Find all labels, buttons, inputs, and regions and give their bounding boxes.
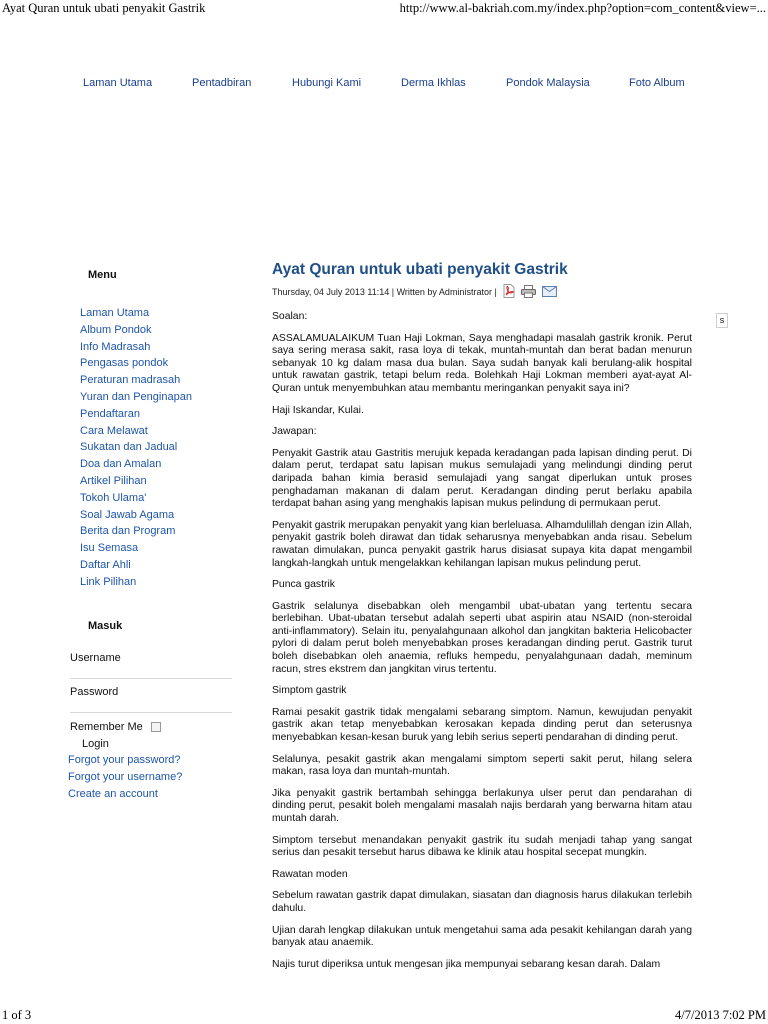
article-title: Ayat Quran untuk ubati penyakit Gastrik bbox=[272, 261, 568, 278]
article-subheading: Simptom gastrik bbox=[272, 685, 347, 697]
article-paragraph: Jika penyakit gastrik bertambah sehingga berlakunya ulser perut dan pendarahan di dinding perut, pesakit boleh mengalami masalah najis berdarah yang berwarna hitam atau muntah darah. bbox=[272, 787, 692, 824]
article-paragraph: Soalan: bbox=[272, 311, 308, 322]
page-number: 1 of 3 bbox=[2, 1008, 32, 1022]
top-navigation bbox=[0, 77, 768, 93]
sidebar-menu-title: Menu bbox=[88, 269, 117, 281]
nav-hubungi-kami[interactable]: Hubungi Kami bbox=[292, 77, 362, 89]
password-input[interactable] bbox=[70, 700, 232, 713]
print-header-url: http://www.al-bakriah.com.my/index.php?option=com_content&view=... bbox=[399, 1, 766, 15]
article-paragraph: Jawapan: bbox=[272, 426, 317, 438]
nav-derma-ikhlas[interactable]: Derma Ikhlas bbox=[401, 77, 466, 89]
nav-laman-utama[interactable]: Laman Utama bbox=[83, 77, 153, 89]
login-title: Masuk bbox=[88, 620, 123, 632]
sidebar-item-tokoh-ulama[interactable]: Tokoh Ulama' bbox=[80, 491, 147, 504]
sidebar-item-soal-jawab-agama[interactable]: Soal Jawab Agama bbox=[80, 508, 175, 521]
article-subheading: Punca gastrik bbox=[272, 579, 335, 591]
article-paragraph: Haji Iskandar, Kulai. bbox=[272, 404, 364, 416]
article bbox=[272, 260, 692, 980]
remember-me-checkbox[interactable] bbox=[151, 722, 161, 732]
email-icon[interactable] bbox=[542, 286, 557, 299]
remember-me-label: Remember Me bbox=[70, 721, 143, 733]
article-paragraph: Simptom tersebut menandakan penyakit gastrik itu sudah menjadi tahap yang sangat serius dan pesakit tersebut harus dibawa ke klinik atau hospital secepat mungkin. bbox=[272, 834, 692, 859]
sidebar-item-info-madrasah[interactable]: Info Madrasah bbox=[80, 340, 151, 353]
print-icon[interactable] bbox=[521, 285, 536, 300]
forgot-username-link[interactable]: Forgot your username? bbox=[68, 770, 183, 783]
forgot-password-link[interactable]: Forgot your password? bbox=[68, 754, 181, 766]
article-paragraph: Selalunya, pesakit gastrik akan mengalami simptom seperti sakit perut, hilang selera makan, rasa loya dan muntah-muntah. bbox=[272, 753, 692, 778]
sidebar-item-link-pilihan[interactable]: Link Pilihan bbox=[80, 575, 137, 588]
print-footer bbox=[0, 1008, 768, 1024]
sidebar-item-pendaftaran[interactable]: Pendaftaran bbox=[80, 407, 140, 420]
sidebar-item-sukatan-dan-jadual[interactable]: Sukatan dan Jadual bbox=[80, 441, 178, 454]
sidebar-item-isu-semasa[interactable]: Isu Semasa bbox=[80, 542, 139, 555]
print-datetime: 4/7/2013 7:02 PM bbox=[675, 1008, 766, 1022]
right-sidebar-box[interactable]: s bbox=[716, 313, 728, 328]
login-button[interactable]: Login bbox=[82, 738, 109, 750]
article-paragraph: Gastrik selalunya disebabkan oleh mengambil ubat-ubatan yang tertentu secara berlebihan. Ubat-ubatan tersebut adalah seperti ubat aspirin atau NSAID (non-steroidal anti-inflammatory). Selain itu, penyalahgunaan alkohol dan jangkitan bakteria Helicobacter pylori di dalam perut boleh menyebabkan proses keradangan dinding perut. Gastrik turut boleh disebabkan oleh anaemia, refluks hempedu, penyalahgunaan dadah, meminum racun, stres ekstrem dan jangkitan virus tertentu. bbox=[272, 600, 692, 675]
pdf-icon[interactable] bbox=[503, 284, 515, 300]
create-account-link[interactable]: Create an account bbox=[68, 787, 158, 800]
article-body bbox=[272, 311, 692, 971]
nav-pondok-malaysia[interactable]: Pondok Malaysia bbox=[506, 77, 590, 89]
article-date-author: Thursday, 04 July 2013 11:14 | Written by Administrator | bbox=[272, 287, 497, 297]
sidebar-item-peraturan-madrasah[interactable]: Peraturan madrasah bbox=[80, 374, 181, 387]
sidebar-item-doa-dan-amalan[interactable]: Doa dan Amalan bbox=[80, 458, 162, 471]
sidebar-item-laman-utama[interactable]: Laman Utama bbox=[80, 307, 150, 319]
article-paragraph: Penyakit Gastrik atau Gastritis merujuk kepada keradangan pada lapisan dinding perut. Di dalam perut, terdapat satu lapisan mukus semulajadi yang melindungi dinding perut daripada bahan kimia berasid semulajadi yang sangat diperlukan untuk proses penghadaman makanan di dalam perut. Keradangan dinding perut berlaku apabila terdapat bahan asing yang menghakis lapisan mukus pelindung di permukaan perut. bbox=[272, 447, 692, 510]
sidebar-item-album-pondok[interactable]: Album Pondok bbox=[80, 323, 152, 336]
nav-pentadbiran[interactable]: Pentadbiran bbox=[192, 77, 252, 89]
sidebar-item-yuran-dan-penginapan[interactable]: Yuran dan Penginapan bbox=[80, 390, 192, 403]
login-links bbox=[68, 752, 182, 802]
article-paragraph: Penyakit gastrik merupakan penyakit yang kian berleluasa. Alhamdulillah dengan izin Allah, penyakit gastrik boleh dirawat dan tidak seharusnya menyebabkan anda risau. Sebelum rawatan dimulakan, punca penyakit gastrik harus disiasat supaya kita dapat mengambil langkah-langkah untuk mengelakkan kehilangan lapisan mukus pelindung perut. bbox=[272, 519, 692, 569]
sidebar-menu bbox=[80, 305, 192, 591]
login-form bbox=[70, 652, 232, 750]
article-paragraph: ASSALAMUALAIKUM Tuan Haji Lokman, Saya menghadapi masalah gastrik kronik. Perut saya sering merasa sakit, rasa loya di tekak, muntah-muntah dan berat badan menurun sebanyak 10 kg dalam masa dua bulan. Saya sudah banyak kali berulang-alik hospital untuk rawatan gastrik, tetapi belum reda. Bolehkah Haji Lokman memberi ayat-ayat Al-Quran untuk menyembuhkan atau membantu meringankan penyakit saya ini? bbox=[272, 332, 692, 394]
nav-foto-album[interactable]: Foto Album bbox=[629, 77, 685, 89]
article-subheading: Rawatan moden bbox=[272, 868, 348, 880]
article-meta bbox=[272, 285, 692, 299]
username-label: Username bbox=[70, 652, 121, 664]
sidebar-item-daftar-ahli[interactable]: Daftar Ahli bbox=[80, 558, 131, 571]
article-paragraph: Ramai pesakit gastrik tidak mengalami sebarang simptom. Namun, kewujudan penyakit gastrik akan tetap menyebabkan kerosakan kepada dinding perut dan seterusnya menyebabkan kesan-kesan buruk yang lebih serius seperti pendarahan di dinding perut. bbox=[272, 706, 692, 744]
article-paragraph: Najis turut diperiksa untuk mengesan jika mempunyai sebarang kesan darah. Dalam bbox=[272, 958, 661, 970]
sidebar-item-berita-dan-program[interactable]: Berita dan Program bbox=[80, 525, 176, 538]
sidebar-item-artikel-pilihan[interactable]: Artikel Pilihan bbox=[80, 474, 147, 487]
remember-me-row bbox=[70, 720, 232, 734]
password-label: Password bbox=[70, 686, 119, 698]
username-input[interactable] bbox=[70, 666, 232, 679]
sidebar-item-pengasas-pondok[interactable]: Pengasas pondok bbox=[80, 357, 169, 370]
print-header-title: Ayat Quran untuk ubati penyakit Gastrik bbox=[2, 1, 206, 15]
print-header bbox=[0, 1, 768, 17]
sidebar-item-cara-melawat[interactable]: Cara Melawat bbox=[80, 424, 148, 437]
article-paragraph: Ujian darah lengkap dilakukan untuk mengetahui sama ada pesakit kehilangan darah yang banyak atau anaemik. bbox=[272, 924, 692, 949]
article-paragraph: Sebelum rawatan gastrik dapat dimulakan, siasatan dan diagnosis harus dilakukan terlebih dahulu. bbox=[272, 890, 692, 914]
